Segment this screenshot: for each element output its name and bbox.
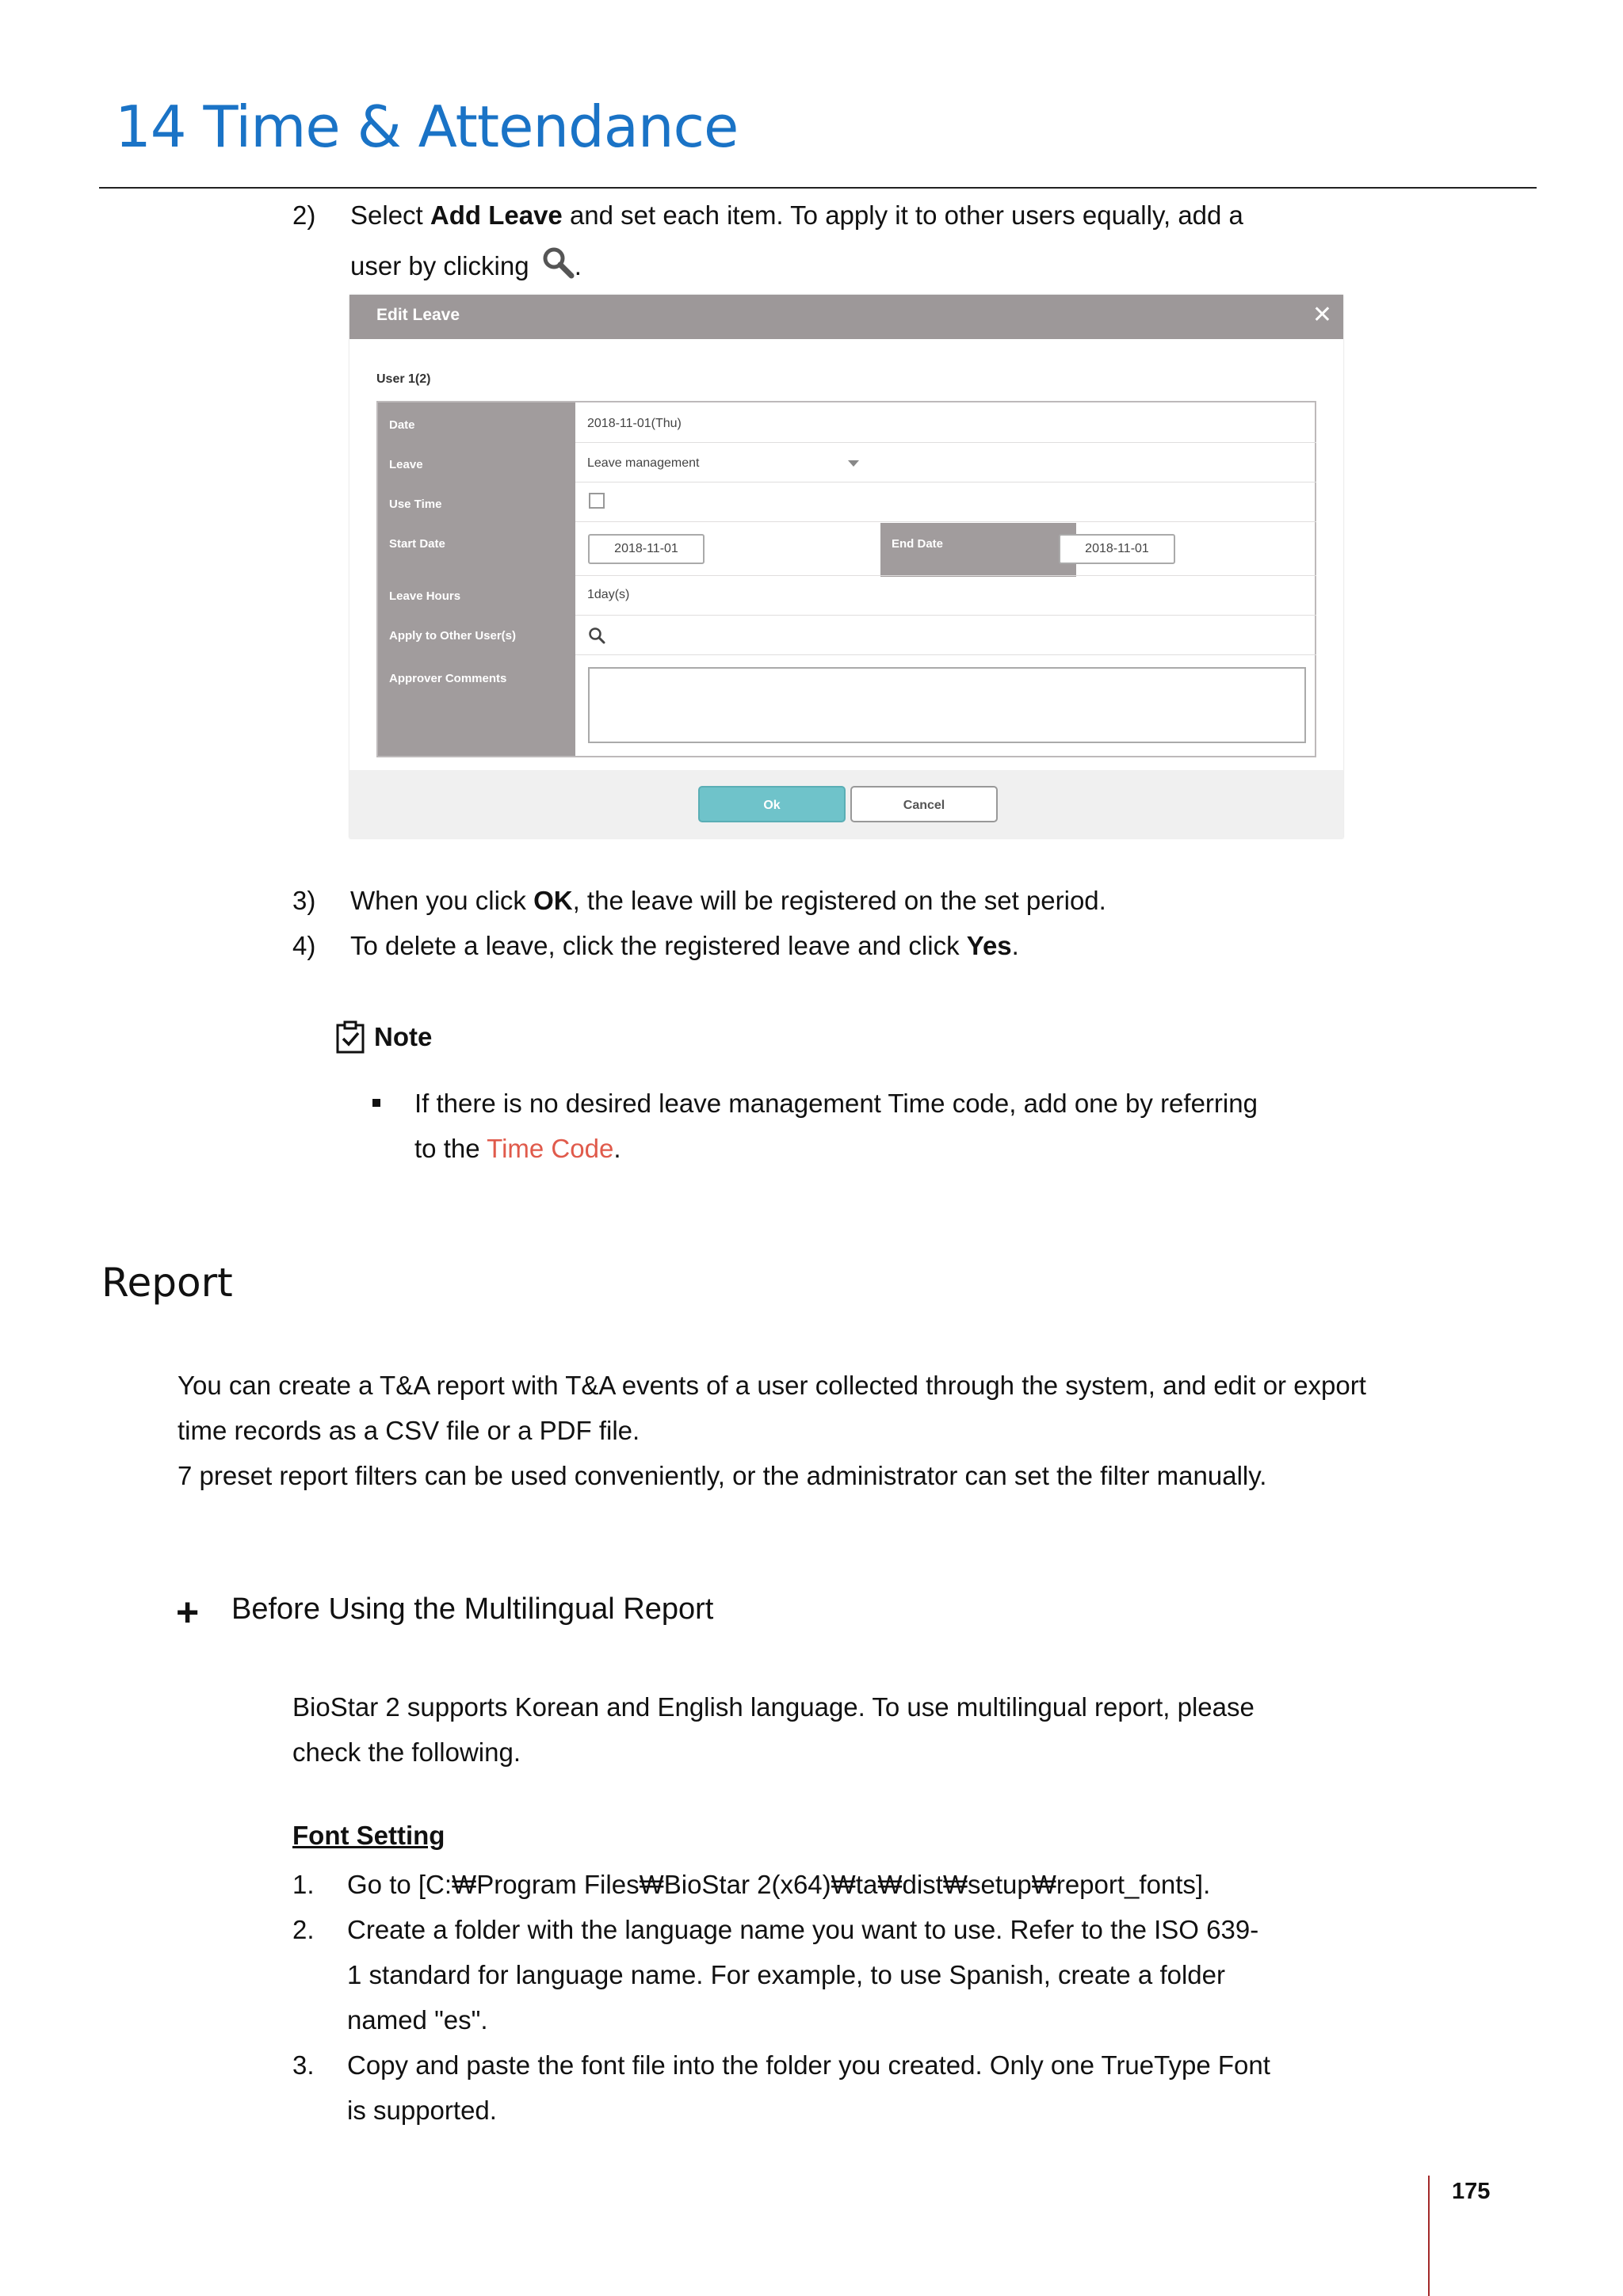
chevron-down-icon[interactable] [848,460,859,467]
edit-leave-dialog [349,295,1343,838]
chapter-title: 14 Time & Attendance [115,93,739,160]
font-setting-steps: 1. Go to [C:₩Program Files₩BioStar 2(x64)₩ta₩dist₩setup₩report_fonts]. 2. Create a folder with the language name you want to use. Refer to the ISO 639- 1 standard for language name. For example, to use Spanish, create a folder named "es". 3. Copy and paste the font file into the folder you created. Only one TrueType Font is supported. [292,1862,1402,2147]
step-number: 3) [292,886,316,915]
label-column [378,402,575,756]
step-number: 3. [292,2050,315,2080]
leave-form [376,401,1316,757]
leave-hours-value: 1day(s) [587,588,630,601]
end-date-label: End Date [892,537,944,551]
approver-comments-label: Approver Comments [389,672,507,685]
step-number: 2. [292,1915,315,1944]
step-2 [292,193,1323,288]
apply-other-users-label: Apply to Other User(s) [389,629,517,643]
font-setting-heading: Font Setting [292,1821,445,1850]
dialog-header [349,295,1343,339]
step-text-line2: user by clicking . [350,243,582,288]
end-date-input[interactable]: 2018-11-01 [1059,534,1175,564]
clipboard-check-icon [336,1020,365,1054]
add-leave-bold: Add Leave [430,200,563,230]
search-icon [541,246,575,280]
step-3-text: When you click OK, the leave will be registered on the set period. [350,886,1106,915]
step-4-text: To delete a leave, click the registered leave and click Yes. [350,931,1019,960]
cancel-button[interactable]: Cancel [850,786,998,822]
dialog-footer [349,770,1343,838]
use-time-checkbox[interactable] [589,493,605,509]
dialog-title: Edit Leave [376,306,460,324]
date-label: Date [389,418,415,432]
plus-icon: + [176,1590,200,1634]
note-title: Note [374,1022,433,1051]
leave-hours-label: Leave Hours [389,589,461,603]
leave-select[interactable]: Leave management [587,456,700,470]
multilingual-heading: Before Using the Multilingual Report [231,1592,714,1626]
use-time-label: Use Time [389,498,442,511]
header-divider [99,187,1537,189]
step-number: 4) [292,931,316,960]
approver-comments-textarea[interactable] [588,667,1306,743]
page-number-bar [1428,2176,1430,2296]
date-value: 2018-11-01(Thu) [587,417,682,430]
steps-3-4 [292,878,1323,973]
leave-label: Leave [389,458,423,471]
user-count-label: User 1(2) [376,372,431,386]
step-number: 1. [292,1870,315,1899]
report-heading: Report [101,1260,233,1306]
start-date-label: Start Date [389,537,445,551]
step-number: 2) [292,200,316,230]
note-text: If there is no desired leave management Time code, add one by referring to the Time Code. [414,1089,1258,1163]
ok-button[interactable]: Ok [698,786,846,822]
bullet [372,1099,380,1107]
search-icon[interactable] [587,626,606,645]
step-text: Select Add Leave and set each item. To apply it to other users equally, add a [350,200,1243,230]
start-date-input[interactable]: 2018-11-01 [588,534,705,564]
report-intro: You can create a T&A report with T&A events of a user collected through the system, and edit or export time records as a CSV file or a PDF file. 7 preset report filters can be used conveniently, or the administrator can set the filter manually. [178,1371,1366,1490]
time-code-link[interactable]: Time Code [487,1134,614,1163]
close-icon[interactable]: ✕ [1312,302,1332,328]
page-number: 175 [1452,2179,1491,2204]
multilingual-intro: BioStar 2 supports Korean and English language. To use multilingual report, please check the following. [292,1692,1254,1767]
